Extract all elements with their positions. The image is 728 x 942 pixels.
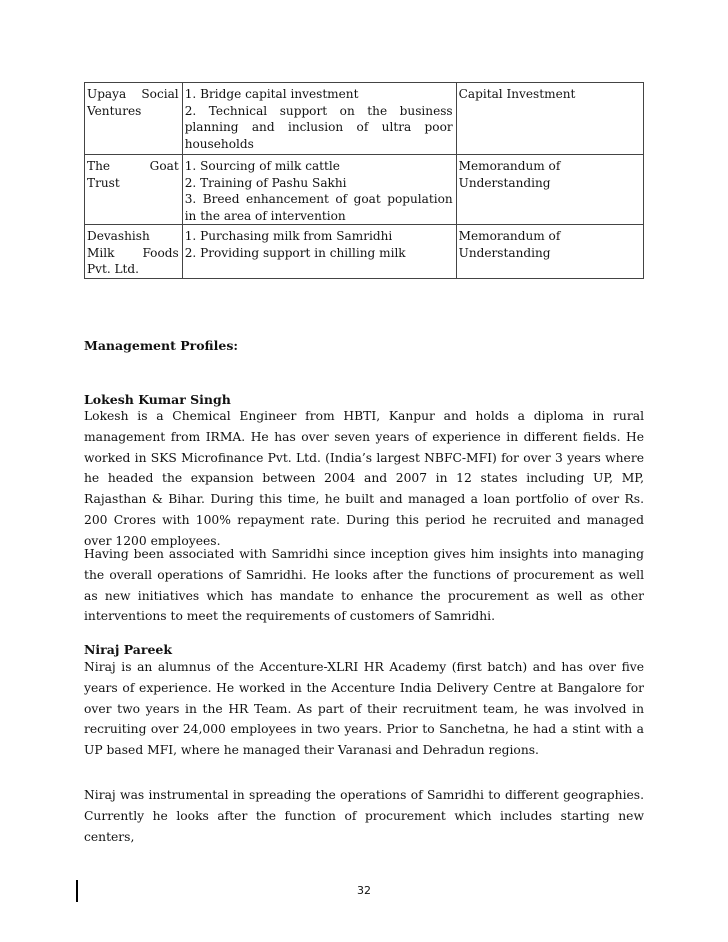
support-items-cell (182, 83, 456, 155)
table-row (85, 225, 644, 279)
page-number: 32 (357, 884, 371, 897)
partners-table (84, 82, 644, 279)
profile-paragraph: Having been associated with Samridhi since inception gives him insights into managing the overall operations of Samridhi. He looks after the functions of procurement as well as new initiatives which has mandate to enhance the procurement as well as other interventions to meet the requirements of customers of Samridhi. (84, 547, 644, 624)
profile-name: Lokesh Kumar Singh (84, 392, 231, 407)
list-item: 1. Bridge capital investment (184, 87, 359, 101)
page-margin-marker (76, 880, 78, 902)
partner-name-cell: The Goat Trust (85, 155, 183, 225)
table-row (85, 155, 644, 225)
agreement-cell: Capital Investment (456, 83, 643, 155)
profile-paragraph: Niraj was instrumental in spreading the operations of Samridhi to different geographies. Currently he looks after the function of procurement which includes starting new centers, (84, 788, 644, 844)
profile-name: Niraj Pareek (84, 642, 173, 657)
list-item: 2. Technical support on the business planning and inclusion of ultra poor households (184, 103, 453, 151)
agreement-cell: Memorandum of Understanding (456, 155, 643, 225)
profile-paragraph: Lokesh is a Chemical Engineer from HBTI, Kanpur and holds a diploma in rural management from IRMA. He has over seven years of experience in different fields. He worked in SKS Microfinance Pvt. Ltd. (India’s largest NBFC-MFI) for over 3 years where he headed the expansion between 2004 and 2007 in 12 states including UP, MP, Rajasthan & Bihar. During this time, he built and managed a loan portfolio of over Rs. 200 Crores with 100% repayment rate. During this period he recruited and managed over 1200 employees. (84, 409, 644, 548)
profile-paragraph: Niraj is an alumnus of the Accenture-XLRI HR Academy (first batch) and has over five years of experience. He worked in the Accenture India Delivery Centre at Bangalore for over two years in the HR Team. As part of their recruitment team, he was involved in recruiting over 24,000 employees in two years. Prior to Sanchetna, he had a stint with a UP based MFI, where he managed their Varanasi and Dehradun regions. (84, 660, 644, 758)
list-item: 2. Training of Pashu Sakhi (184, 175, 347, 190)
list-item: 3. Breed enhancement of goat population in the area of intervention (184, 192, 453, 223)
section-heading: Management Profiles: (84, 338, 238, 353)
support-list (185, 228, 453, 261)
support-items-cell (182, 155, 456, 225)
list-item: 1. Sourcing of milk cattle (184, 159, 340, 173)
agreement-cell: Memorandum of Understanding (456, 225, 643, 279)
support-items-cell (182, 225, 456, 279)
partner-name-cell: Upaya Social Ventures (85, 83, 183, 155)
list-item: 2. Providing support in chilling milk (184, 245, 406, 260)
table-row (85, 83, 644, 155)
list-item: 1. Purchasing milk from Samridhi (184, 229, 393, 243)
support-list (185, 158, 453, 224)
partner-name-cell: Devashish Milk Foods Pvt. Ltd. (85, 225, 183, 279)
support-list (185, 86, 453, 152)
